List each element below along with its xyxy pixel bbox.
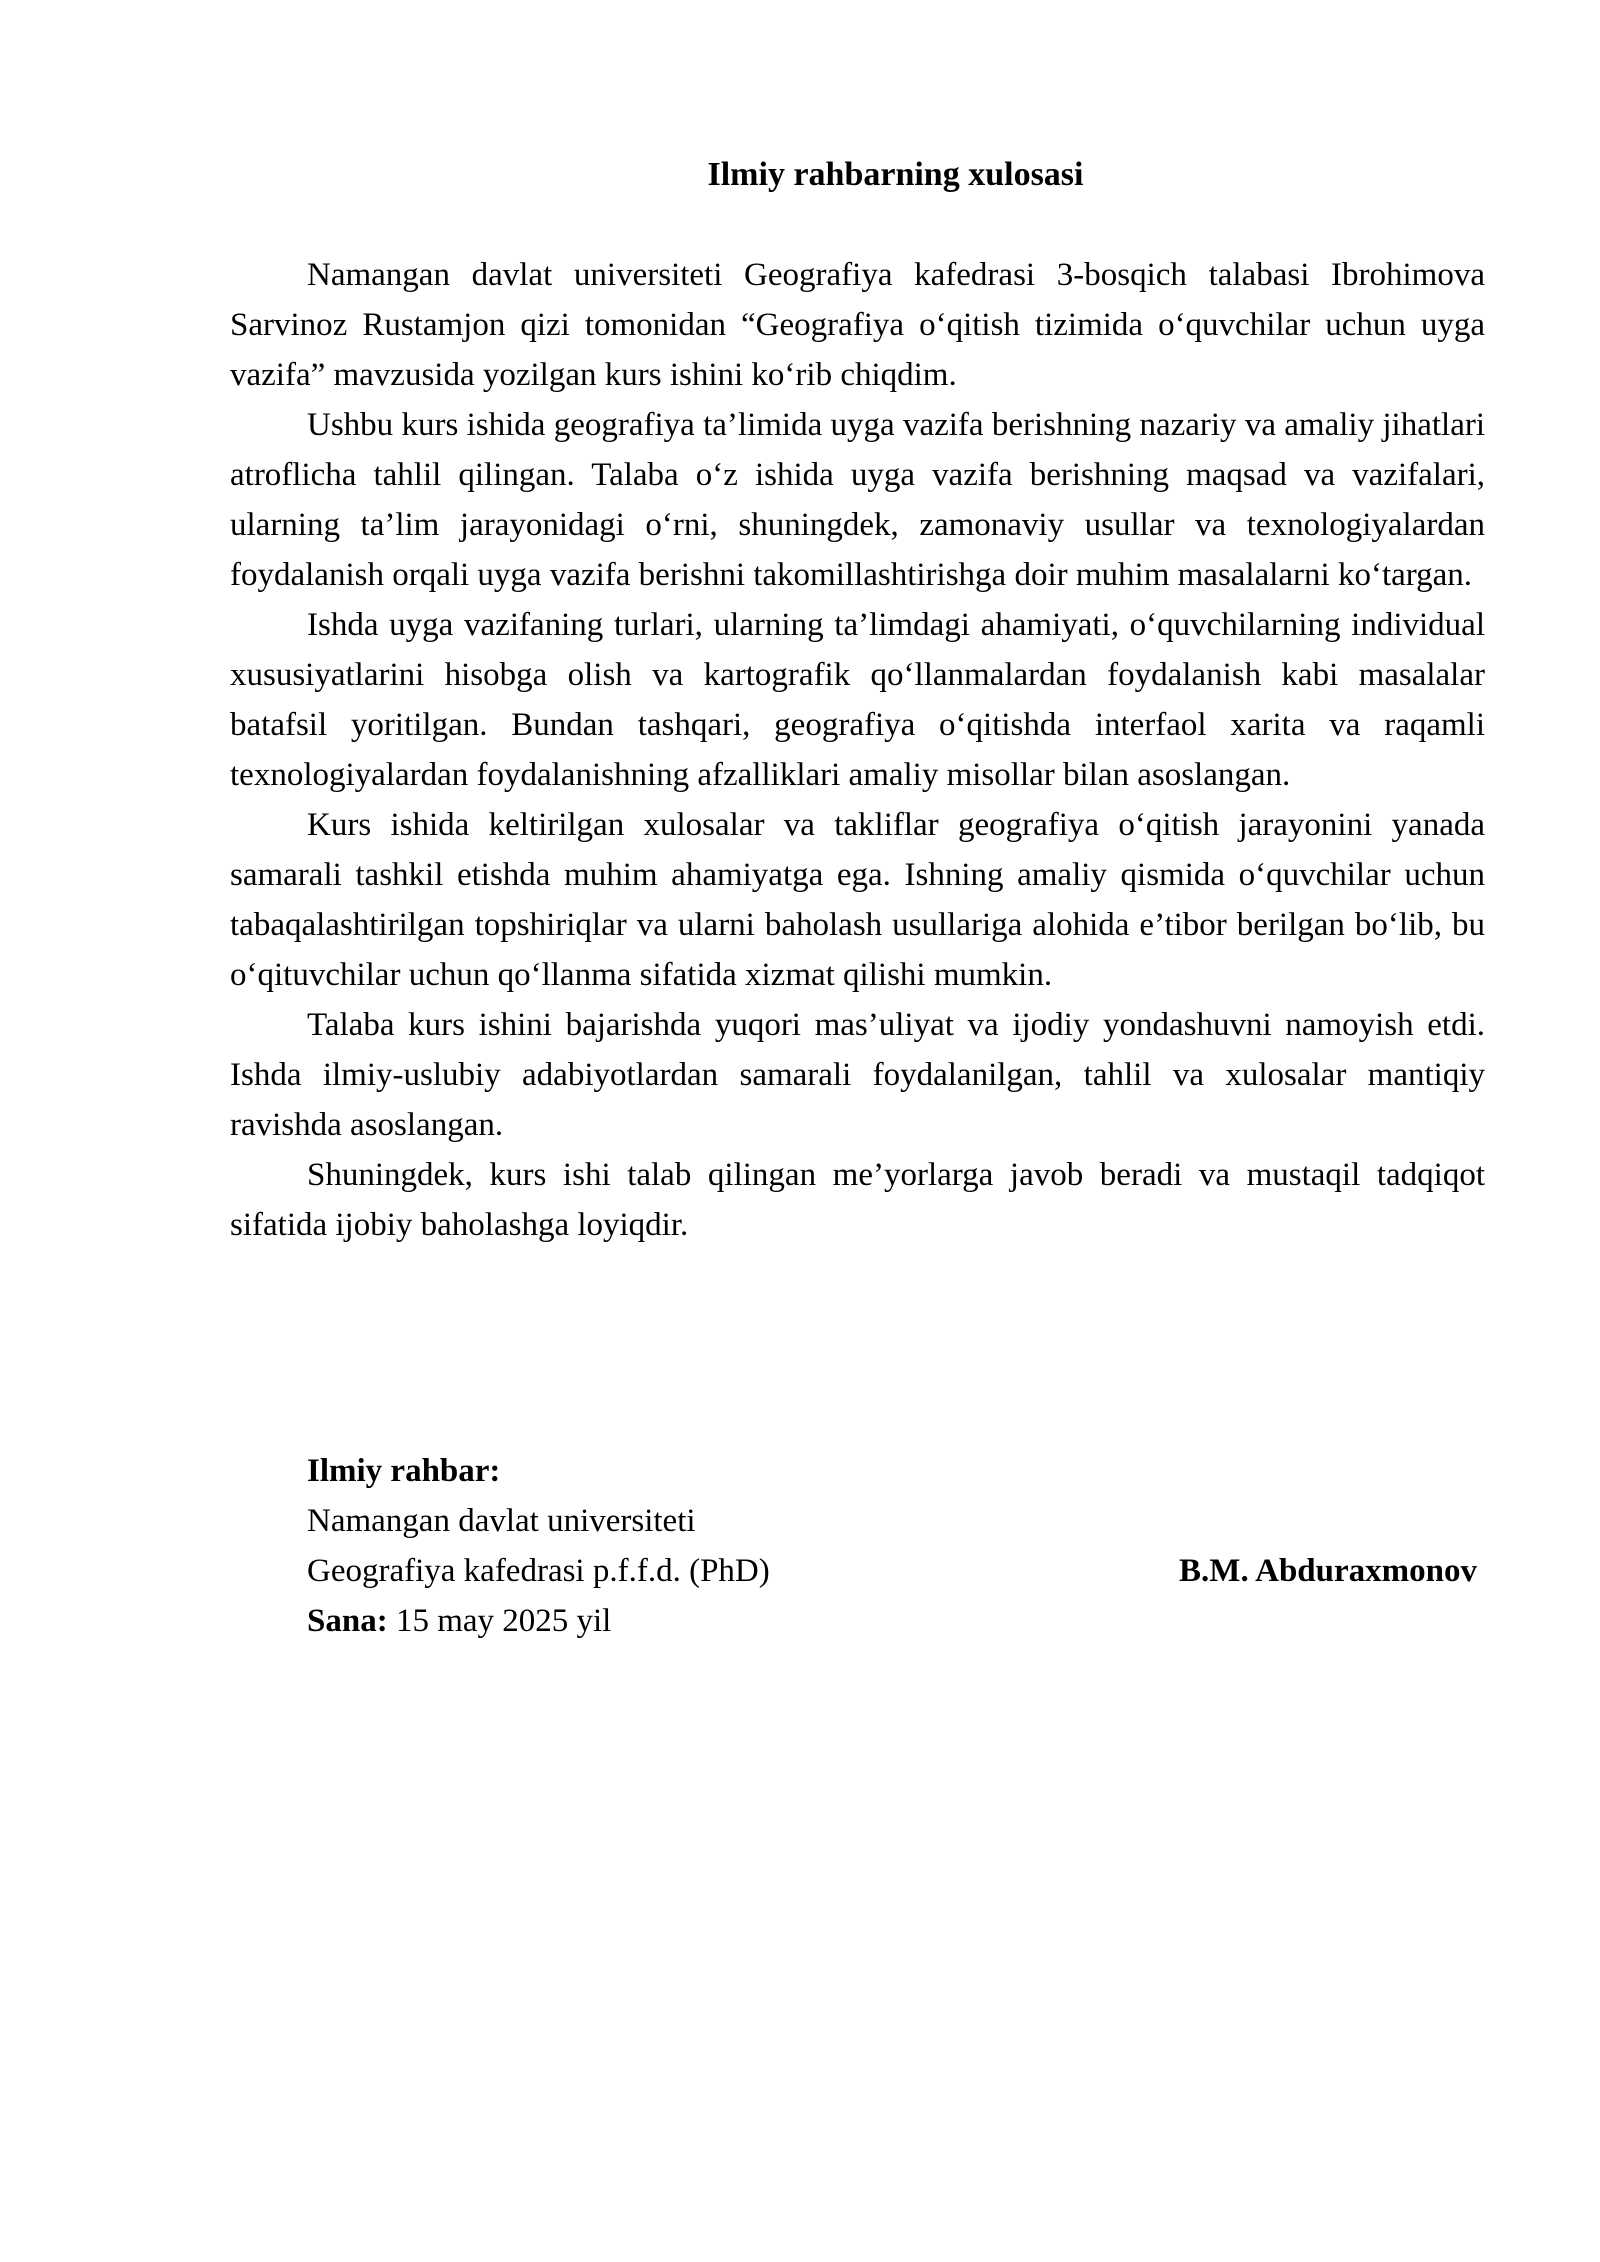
signature-institution: Namangan davlat universiteti (307, 1503, 696, 1539)
signature-name: B.M. Abduraxmonov (1179, 1553, 1477, 1589)
signature-position: Geografiya kafedrasi p.f.f.d. (PhD) (307, 1553, 770, 1589)
paragraph-5: Talaba kurs ishini bajarishda yuqori mas’uliyat va ijodiy yondashuvni namoyish etdi. Ishda ilmiy-uslubiy adabiyotlardan samarali foydalanilgan, tahlil va xulosalar mantiqiy ravishda asoslangan. (230, 1007, 1485, 1143)
document-title: Ilmiy rahbarning xulosasi (707, 156, 1084, 193)
signature-date-row (307, 1596, 1485, 1646)
date-label: Sana: (307, 1603, 396, 1639)
date-value: 15 may 2025 yil (395, 1603, 612, 1639)
paragraph-3: Ishda uyga vazifaning turlari, ularning ta’limdagi ahamiyati, o‘quvchilarning individual xususiyatlarini hisobga olish va kartografik qo‘llanmalardan foydalanish kabi masalalar batafsil yoritilgan. Bundan tashqari, geografiya o‘qitishda interfaol xarita va raqamli texnologiyalardan foydalanishning afzalliklari amaliy misollar bilan asoslangan. (230, 607, 1485, 793)
paragraph-1: Namangan davlat universiteti Geografiya kafedrasi 3-bosqich talabasi Ibrohimova Sarvinoz Rustamjon qizi tomonidan “Geografiya o‘qitish tizimida o‘quvchilar uchun uyga vazifa” mavzusida yozilgan kurs ishini ko‘rib chiqdim. (230, 257, 1485, 393)
signature-heading: Ilmiy rahbar: (307, 1453, 501, 1489)
paragraph-4: Kurs ishida keltirilgan xulosalar va takliflar geografiya o‘qitish jarayonini yanada samarali tashkil etishda muhim ahamiyatga ega. Ishning amaliy qismida o‘quvchilar uchun tabaqalashtirilgan topshiriqlar va ularni baholash usullariga alohida e’tibor berilgan bo‘lib, bu o‘qituvchilar uchun qo‘llanma sifatida xizmat qilishi mumkin. (230, 807, 1485, 993)
signature-position-row (307, 1546, 1485, 1596)
signature-block (307, 1446, 1485, 1646)
document-body (230, 250, 1485, 1250)
paragraph-6: Shuningdek, kurs ishi talab qilingan me’yorlarga javob beradi va mustaqil tadqiqot sifatida ijobiy baholashga loyiqdir. (230, 1157, 1485, 1243)
paragraph-2: Ushbu kurs ishida geografiya ta’limida uyga vazifa berishning nazariy va amaliy jihatlari atroflicha tahlil qilingan. Talaba o‘z ishida uyga vazifa berishning maqsad va vazifalari, ularning ta’lim jarayonidagi o‘rni, shuningdek, zamonaviy usullar va texnologiyalardan foydalanish orqali uyga vazifa berishni takomillashtirishga doir muhim masalalarni ko‘targan. (230, 407, 1485, 593)
